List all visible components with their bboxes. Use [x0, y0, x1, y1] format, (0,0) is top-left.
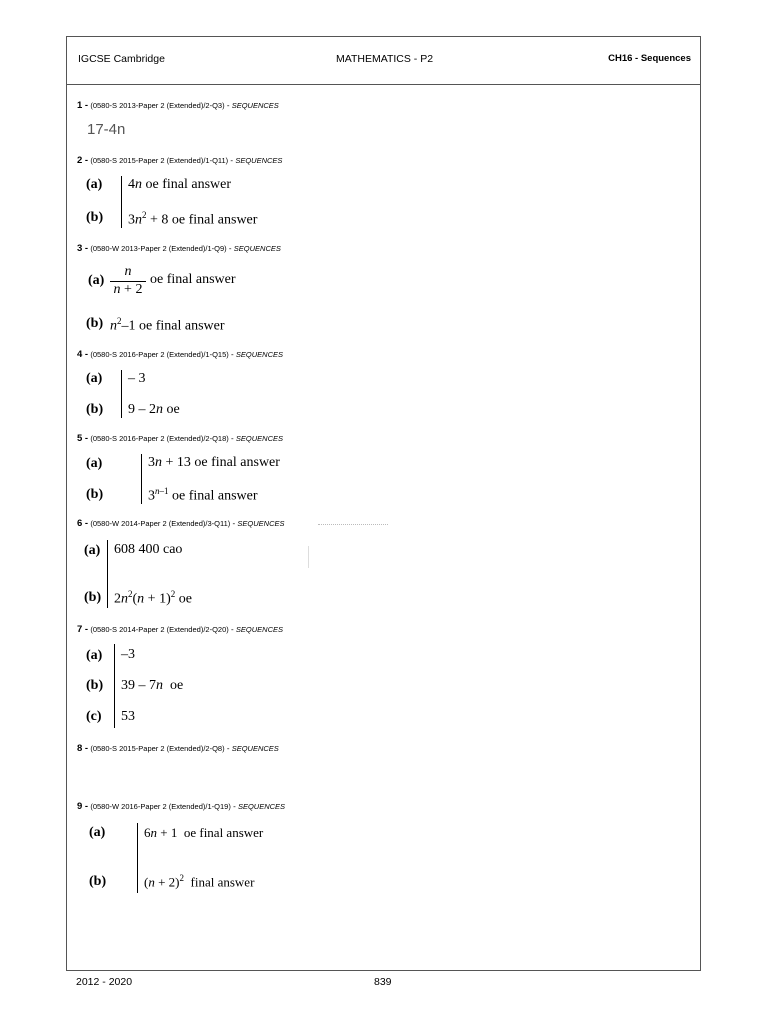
q3a-answer: oe final answer — [150, 272, 236, 287]
q7b-label: (b) — [86, 678, 104, 693]
q4b-label: (b) — [86, 402, 104, 417]
q7a-answer: –3 — [121, 647, 135, 662]
header-subject: MATHEMATICS - P2 — [336, 53, 434, 65]
question-7-heading: 7 - (0580-S 2014-Paper 2 (Extended)/2-Q20) - SEQUENCES — [77, 624, 283, 635]
footer-years: 2012 - 2020 — [76, 976, 133, 988]
q2a-label: (a) — [86, 177, 103, 192]
q7a-label: (a) — [86, 648, 103, 663]
q7c-answer: 53 — [121, 709, 135, 724]
q9a-answer: 6n + 1 oe final answer — [144, 825, 264, 840]
q2b-answer: $3n^2 + 8$ oe final answer — [128, 210, 258, 228]
q4a-answer: – 3 — [128, 371, 146, 386]
question-9-heading: 9 - (0580-W 2016-Paper 2 (Extended)/1-Q19) - SEQUENCES — [77, 801, 286, 812]
q4a-label: (a) — [86, 371, 103, 386]
question-2-heading: 2 - (0580-S 2015-Paper 2 (Extended)/1-Q11) - SEQUENCES — [77, 155, 283, 166]
q9-divider — [137, 823, 138, 893]
q9b-label: (b) — [89, 874, 107, 889]
q2a-answer: 4n oe final answer — [128, 177, 232, 192]
header-chapter: CH16 - Sequences — [608, 53, 691, 64]
faint-line-mark — [308, 546, 309, 568]
q6b-answer: $2n^2(n + 1)^2$ oe — [114, 589, 192, 607]
question-3-heading: 3 - (0580-W 2013-Paper 2 (Extended)/1-Q9) - SEQUENCES — [77, 243, 281, 254]
q7c-label: (c) — [86, 709, 102, 724]
q6a-label: (a) — [84, 543, 101, 558]
q9b-answer: $(n + 2)^2$ final answer — [144, 873, 255, 890]
q6b-label: (b) — [84, 590, 102, 605]
q6a-answer: 608 400 cao — [114, 542, 183, 557]
q5-divider — [141, 454, 142, 504]
question-6-heading: 6 - (0580-W 2014-Paper 2 (Extended)/3-Q11) - SEQUENCES — [77, 518, 285, 529]
q3a-fraction: $\frac{n}{n + 2}$ — [110, 264, 146, 298]
q3b-answer: $n^2-1$ oe final answer — [110, 316, 225, 334]
question-4-heading: 4 - (0580-S 2016-Paper 2 (Extended)/1-Q15) - SEQUENCES — [77, 349, 283, 360]
page-number: 839 — [374, 976, 392, 988]
question-5-heading: 5 - (0580-S 2016-Paper 2 (Extended)/2-Q18) - SEQUENCES — [77, 433, 283, 444]
question-1-heading: 1 - (0580-S 2013-Paper 2 (Extended)/2-Q3) - SEQUENCES — [77, 100, 279, 111]
q4-divider — [121, 370, 122, 418]
q5a-answer: 3n + 13 oe final answer — [148, 455, 280, 470]
q6-divider — [107, 540, 108, 608]
q3a-label: (a) — [88, 273, 105, 288]
q5b-answer: 3$^{n-1}$ oe final answer — [148, 486, 258, 504]
q5a-label: (a) — [86, 456, 103, 471]
q1-answer: 17-4n — [87, 121, 126, 138]
q7b-answer: 39 – 7n oe — [121, 678, 184, 693]
q9a-label: (a) — [89, 825, 106, 840]
q2-divider — [121, 176, 122, 228]
question-8-heading: 8 - (0580-S 2015-Paper 2 (Extended)/2-Q8) - SEQUENCES — [77, 743, 279, 754]
header-course: IGCSE Cambridge — [78, 53, 165, 65]
q7-divider — [114, 644, 115, 728]
q3b-label: (b) — [86, 316, 104, 331]
q4b-answer: 9 – 2n oe — [128, 402, 180, 417]
header-divider — [66, 84, 701, 85]
q5b-label: (b) — [86, 487, 104, 502]
q2b-label: (b) — [86, 210, 104, 225]
faint-dotted-mark — [318, 524, 388, 525]
